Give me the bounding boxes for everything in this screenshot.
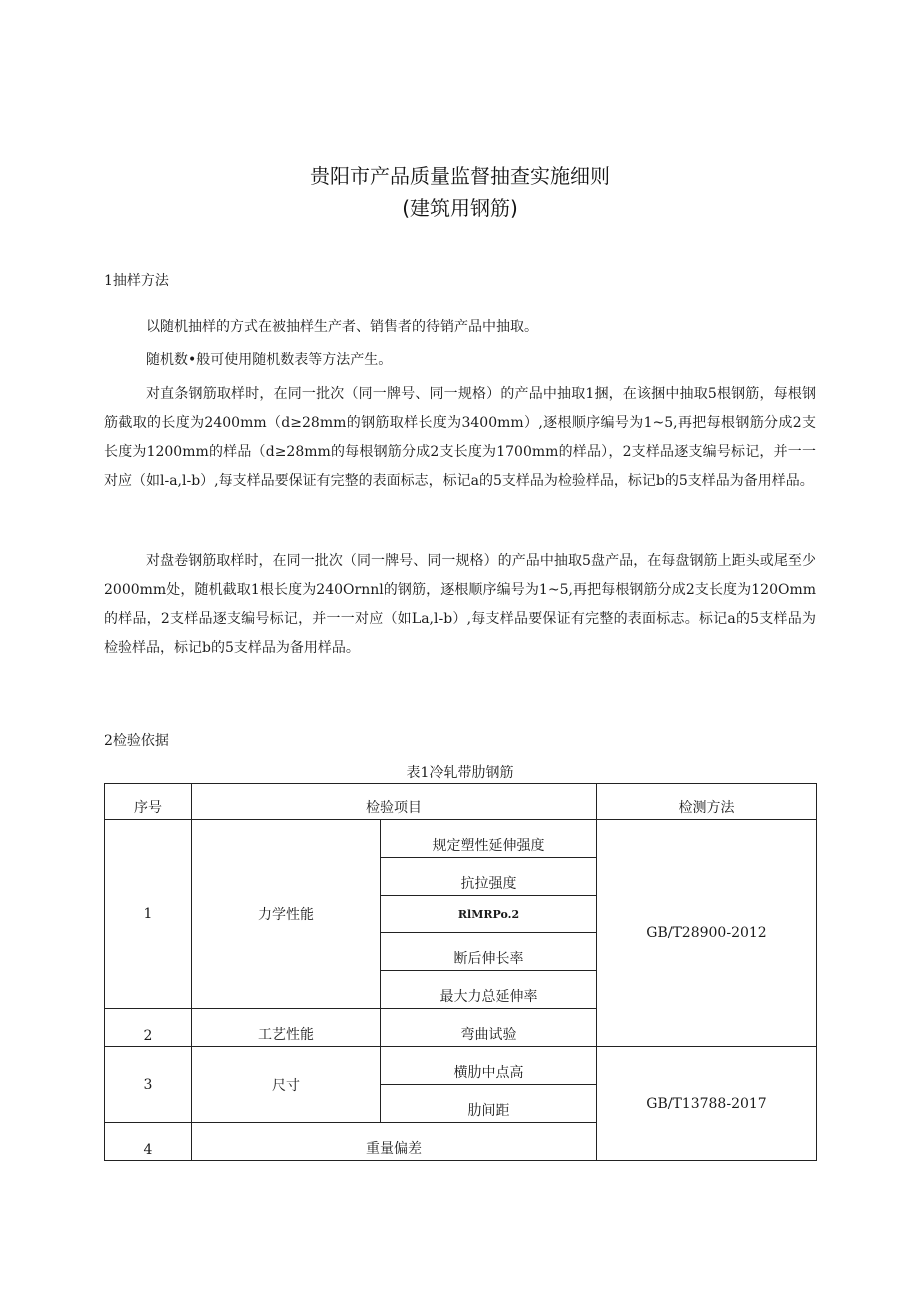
row1-no: 1 xyxy=(105,820,192,1009)
table-caption: 表1冷轧带肋钢筋 xyxy=(406,765,514,781)
row1-category: 力学性能 xyxy=(192,820,381,1009)
row4-item: 重量偏差 xyxy=(192,1123,597,1161)
paragraph-straight-bar-sampling: 对直条钢筋取样时，在同一批次（同一牌号、同一规格）的产品中抽取1捆，在该捆中抽取5根钢筋，每根钢筋截取的长度为2400mm（d≥28mm的钢筋取样长度为3400mm）,逐根顺序编号为1~5,再把每根钢筋分成2支长度为1200mm的样品（d≥28mm的每根钢筋分成2支长度为1700mm的样品），2支样品逐支编号标记，并一一对应（如l-a,l-b）,每支样品要保证有完整的表面标志，标记a的5支样品为检验样品，标记b的5支样品为备用样品。 xyxy=(104,386,816,489)
row3-no: 3 xyxy=(105,1047,192,1123)
table-header-row xyxy=(105,784,817,820)
header-item: 检验项目 xyxy=(192,784,597,820)
row3-category: 尺寸 xyxy=(192,1047,381,1123)
document-subtitle: (建筑用钢筋) xyxy=(402,196,518,220)
section-heading-inspection-basis: 2检验依据 xyxy=(104,733,169,749)
method-gb-t28900: GB/T28900-2012 xyxy=(597,820,817,1047)
header-no: 序号 xyxy=(105,784,192,820)
row2-item: 弯曲试验 xyxy=(381,1009,597,1047)
table-row xyxy=(105,820,817,858)
row1-item-total-elongation: 最大力总延伸率 xyxy=(381,971,597,1009)
table-row xyxy=(105,1047,817,1085)
row1-item-tensile: 抗拉强度 xyxy=(381,858,597,896)
document-title: 贵阳市产品质量监督抽查实施细则 xyxy=(310,164,610,188)
method-gb-t13788: GB/T13788-2017 xyxy=(597,1047,817,1161)
paragraph-random-sampling: 以随机抽样的方式在被抽样生产者、销售者的待销产品中抽取。 xyxy=(146,319,538,335)
row3-item-rib-height: 横肋中点高 xyxy=(381,1047,597,1085)
row2-category: 工艺性能 xyxy=(192,1009,381,1047)
row3-item-rib-spacing: 肋间距 xyxy=(381,1085,597,1123)
inspection-table xyxy=(104,783,817,1161)
row1-item-ratio: RlMRPo.2 xyxy=(381,896,597,933)
header-method: 检测方法 xyxy=(597,784,817,820)
paragraph-random-numbers: 随机数•般可使用随机数表等方法产生。 xyxy=(146,352,393,368)
section-heading-sampling: 1抽样方法 xyxy=(104,273,169,289)
paragraph-coil-sampling: 对盘卷钢筋取样时，在同一批次（同一牌号、同一规格）的产品中抽取5盘产品，在每盘钢筋上距头或尾至少2000mm处，随机截取1根长度为240Ornnl的钢筋，逐根顺序编号为1~5,再把每根钢筋分成2支长度为120Omm的样品，2支样品逐支编号标记，并一一对应（如La,l-b）,每支样品要保证有完整的表面标志。标记a的5支样品为检验样品，标记b的5支样品为备用样品。 xyxy=(104,553,816,656)
row2-no: 2 xyxy=(105,1009,192,1047)
row4-no: 4 xyxy=(105,1123,192,1161)
row1-item-elongation: 断后伸长率 xyxy=(381,933,597,971)
row1-item-yield: 规定塑性延伸强度 xyxy=(381,820,597,858)
